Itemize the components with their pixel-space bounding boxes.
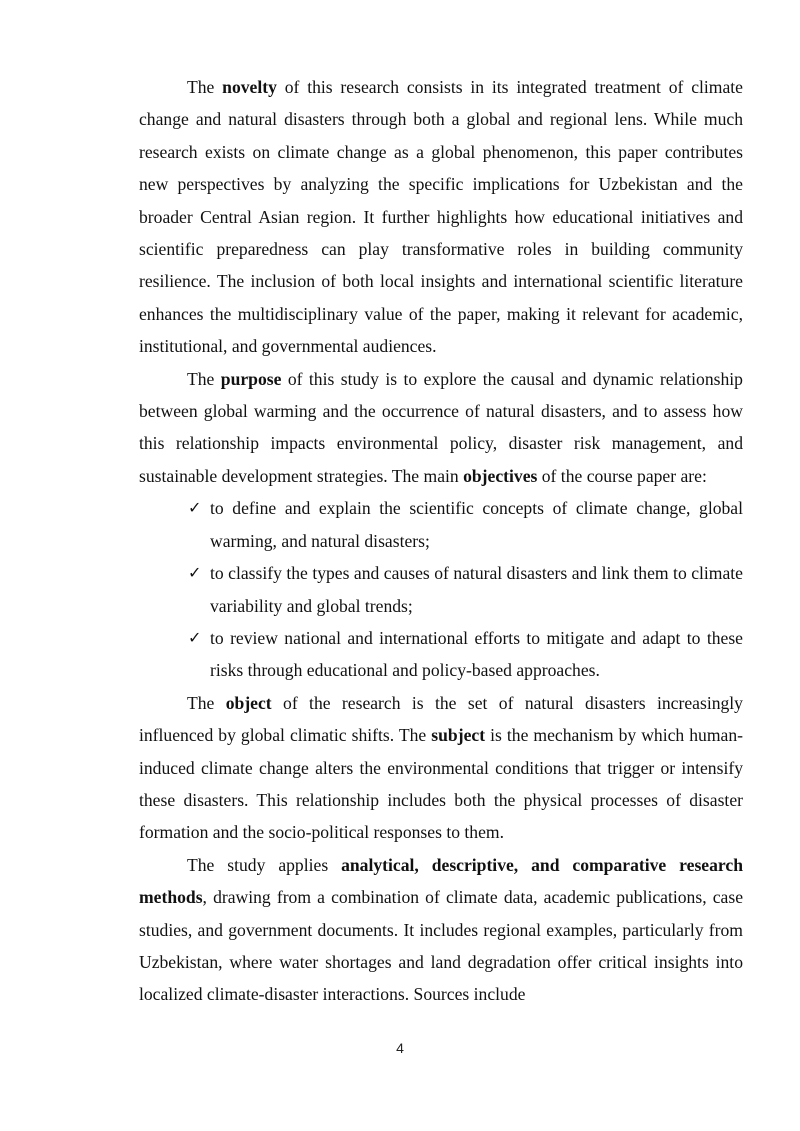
checkmark-icon: ✓ [188, 627, 202, 647]
objectives-list [139, 492, 743, 686]
purpose-pre: The [187, 368, 221, 389]
objective-text: to review national and international efforts to mitigate and adapt to these risks through educational and policy-based approaches. [210, 627, 743, 681]
purpose-end: of the course paper are: [537, 465, 707, 486]
novelty-text: of this research consists in its integrated treatment of climate change and natural disasters through both a global and regional lens. While much research exists on climate change as a global phenomenon, this paper contributes new perspectives by analyzing the specific implications for Uzbekistan and the broader Central Asian region. It further highlights how educational initiatives and scientific preparedness can play transformative roles in building community resilience. The inclusion of both local insights and international scientific literature enhances the multidisciplinary value of the paper, making it relevant for academic, institutional, and governmental audiences. [139, 77, 743, 357]
methods-pre: The study applies [187, 854, 342, 875]
page-number: 4 [396, 1040, 404, 1056]
checkmark-icon: ✓ [188, 498, 202, 518]
novelty-paragraph [139, 71, 743, 363]
object-end: is the mechanism by which human-induced climate change alters the environmental conditions that trigger or intensify these disasters. This relationship includes both the physical processes of disaster formation and the socio-political responses to them. [139, 725, 743, 843]
methods-paragraph [139, 849, 743, 1011]
objective-text: to classify the types and causes of natural disasters and link them to climate variability and global trends; [210, 563, 743, 616]
list-item [188, 557, 743, 622]
object-pre: The [187, 692, 226, 713]
methods-text: , drawing from a combination of climate data, academic publications, case studies, and government documents. It includes regional examples, particularly from Uzbekistan, where water shortages and land degradation offer critical insights into localized climate-disaster interactions. Sources include [139, 887, 743, 1005]
purpose-paragraph [139, 363, 743, 493]
purpose-text: of this study is to explore the causal and dynamic relationship between global warming and the occurrence of natural disasters, and to assess how this relationship impacts environmental policy, disaster risk management, and sustainable development strategies. The main [139, 368, 743, 486]
novelty-pre: The [187, 77, 223, 97]
body-text [139, 71, 743, 1011]
object-term: object [225, 692, 272, 713]
purpose-term: purpose [220, 368, 282, 389]
objective-text: to define and explain the scientific concepts of climate change, global warming, and natural disasters; [210, 498, 743, 551]
list-item [188, 492, 743, 557]
subject-term: subject [431, 725, 486, 746]
object-paragraph [139, 687, 743, 849]
checkmark-icon: ✓ [188, 563, 202, 583]
objectives-term: objectives [463, 465, 538, 486]
methods-term: analytical, descriptive, and comparative research methods [139, 854, 743, 908]
object-text: of the research is the set of natural disasters increasingly influenced by global climatic shifts. The [139, 692, 743, 746]
list-item [188, 622, 743, 687]
novelty-term: novelty [222, 77, 277, 97]
